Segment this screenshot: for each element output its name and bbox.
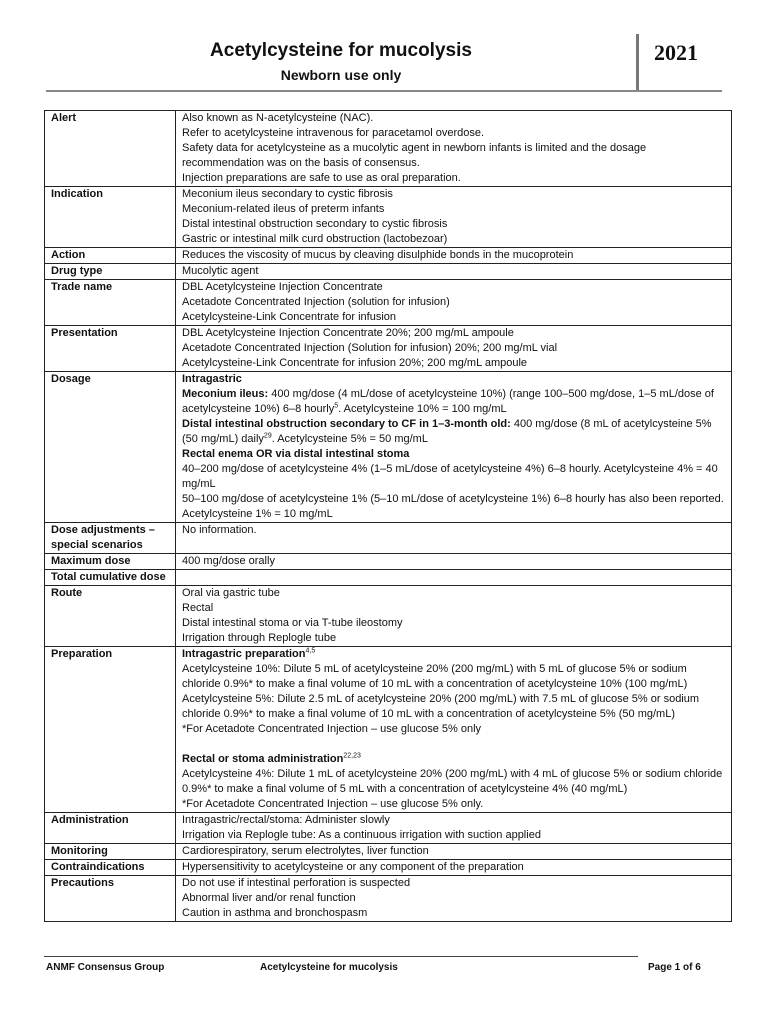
table-row-alert bbox=[45, 111, 732, 187]
trade-name-line: DBL Acetylcysteine Injection Concentrate bbox=[182, 281, 383, 293]
row-content bbox=[176, 876, 732, 922]
document-title: Acetylcysteine for mucolysis bbox=[210, 40, 472, 61]
drug-info-table bbox=[44, 110, 732, 922]
row-content: Hypersensitivity to acetylcysteine or any component of the preparation bbox=[176, 860, 732, 876]
precautions-line: Caution in asthma and bronchospasm bbox=[182, 907, 368, 919]
table-row-dose-adjustments bbox=[45, 523, 732, 554]
indication-line: Distal intestinal obstruction secondary to cystic fibrosis bbox=[182, 218, 448, 230]
table-row-trade-name bbox=[45, 280, 732, 326]
row-content bbox=[176, 813, 732, 844]
row-label: Maximum dose bbox=[45, 554, 176, 570]
preparation-line: Acetylcysteine 5%: Dilute 2.5 mL of acetylcysteine 20% (200 mg/mL) with 7.5 mL of glucose 5% or sodium chloride 0.9%* to make a final volume of 10 mL with a concentration of acetylcysteine 5% (50 mg/mL) bbox=[182, 693, 700, 720]
dosage-rectal-line: 40–200 mg/dose of acetylcysteine 4% (1–5 mL/dose of acetylcysteine 4%) 6–8 hourly. Acetylcysteine 4% = 40 mg/mL bbox=[182, 463, 718, 490]
row-content: No information. bbox=[176, 523, 732, 554]
dosage-distal-label: Distal intestinal obstruction secondary to CF in 1–3-month old: bbox=[182, 418, 511, 430]
row-label: Presentation bbox=[45, 326, 176, 372]
indication-line: Meconium ileus secondary to cystic fibrosis bbox=[182, 188, 393, 200]
row-content: Mucolytic agent bbox=[176, 264, 732, 280]
row-content: 400 mg/dose orally bbox=[176, 554, 732, 570]
row-content bbox=[176, 280, 732, 326]
row-content: Cardiorespiratory, serum electrolytes, liver function bbox=[176, 844, 732, 860]
dosage-meconium-tail: . Acetylcysteine 10% = 100 mg/mL bbox=[338, 403, 507, 415]
row-label: Total cumulative dose bbox=[45, 570, 176, 586]
row-content bbox=[176, 586, 732, 647]
row-label: Administration bbox=[45, 813, 176, 844]
administration-line: Intragastric/rectal/stoma: Administer slowly bbox=[182, 814, 390, 826]
row-label: Precautions bbox=[45, 876, 176, 922]
row-content bbox=[176, 326, 732, 372]
document-subtitle: Newborn use only bbox=[280, 67, 402, 83]
table-row-administration bbox=[45, 813, 732, 844]
table-row-monitoring bbox=[45, 844, 732, 860]
preparation-line: Acetylcysteine 10%: Dilute 5 mL of acetylcysteine 20% (200 mg/mL) with 5 mL of glucose 5% or sodium chloride 0.9%* to make a final volume of 10 mL with a concentration of acetylcysteine 10% (100 mg/mL) bbox=[182, 663, 688, 690]
table-row-presentation bbox=[45, 326, 732, 372]
preparation-heading-text: Intragastric preparation bbox=[182, 648, 306, 660]
precautions-line: Do not use if intestinal perforation is suspected bbox=[182, 877, 411, 889]
route-line: Rectal bbox=[182, 602, 214, 614]
row-content bbox=[176, 372, 732, 523]
alert-line: Safety data for acetylcysteine as a mucolytic agent in newborn infants is limited and the dosage recommendation was on the basis of consensus. bbox=[182, 142, 647, 169]
table-row-maximum-dose bbox=[45, 554, 732, 570]
row-label: Route bbox=[45, 586, 176, 647]
row-label: Preparation bbox=[45, 647, 176, 813]
reference-marker: 29 bbox=[263, 432, 272, 440]
row-label: Drug type bbox=[45, 264, 176, 280]
footer-page-number: Page 1 of 6 bbox=[648, 962, 701, 973]
dosage-meconium-label: Meconium ileus: bbox=[182, 388, 269, 400]
dosage-distal-tail: . Acetylcysteine 5% = 50 mg/mL bbox=[271, 433, 428, 445]
table-row-contraindications bbox=[45, 860, 732, 876]
header-divider-vertical bbox=[636, 34, 639, 92]
document-year: 2021 bbox=[654, 40, 698, 65]
header-divider-horizontal bbox=[46, 90, 722, 92]
row-label: Monitoring bbox=[45, 844, 176, 860]
dosage-meconium bbox=[182, 387, 725, 417]
dosage-intragastric-heading: Intragastric bbox=[182, 373, 242, 385]
presentation-line: Acetylcysteine-Link Concentrate for infusion 20%; 200 mg/mL ampoule bbox=[182, 357, 528, 369]
row-label: Alert bbox=[45, 111, 176, 187]
preparation-intragastric-heading bbox=[182, 647, 725, 662]
table-row-preparation bbox=[45, 647, 732, 813]
alert-line: Refer to acetylcysteine intravenous for paracetamol overdose. bbox=[182, 127, 485, 139]
indication-line: Gastric or intestinal milk curd obstruction (lactobezoar) bbox=[182, 233, 448, 245]
table-row-route bbox=[45, 586, 732, 647]
row-label: Dosage bbox=[45, 372, 176, 523]
preparation-line: Acetylcysteine 4%: Dilute 1 mL of acetylcysteine 20% (200 mg/mL) with 4 mL of glucose 5% or sodium chloride 0.9%* to make a final volume of 5 mL with a concentration of acetylcysteine 4% (40 mg/mL) bbox=[182, 768, 723, 795]
table-row-indication bbox=[45, 187, 732, 248]
indication-line: Meconium-related ileus of preterm infants bbox=[182, 203, 385, 215]
footer-organization: ANMF Consensus Group bbox=[46, 962, 165, 973]
reference-marker: 5 bbox=[334, 402, 339, 410]
dosage-rectal-line: 50–100 mg/dose of acetylcysteine 1% (5–10 mL/dose of acetylcysteine 1%) 6–8 hourly has also been reported. Acetylcysteine 1% = 10 mg/mL bbox=[182, 493, 724, 520]
route-line: Distal intestinal stoma or via T-tube ileostomy bbox=[182, 617, 403, 629]
row-label: Action bbox=[45, 248, 176, 264]
route-line: Irrigation through Replogle tube bbox=[182, 632, 337, 644]
preparation-rectal-heading bbox=[182, 752, 725, 767]
alert-line: Injection preparations are safe to use as oral preparation. bbox=[182, 172, 461, 184]
trade-name-line: Acetadote Concentrated Injection (solution for infusion) bbox=[182, 296, 450, 308]
administration-line: Irrigation via Replogle tube: As a continuous irrigation with suction applied bbox=[182, 829, 541, 841]
row-content bbox=[176, 111, 732, 187]
row-label: Indication bbox=[45, 187, 176, 248]
presentation-line: Acetadote Concentrated Injection (Solution for infusion) 20%; 200 mg/mL vial bbox=[182, 342, 558, 354]
dosage-meconium-text: 400 mg/dose (4 mL/dose of acetylcysteine 10%) (range 100–500 mg/dose, 1–5 mL/dose of acetylcysteine 10%) 6–8 hourly bbox=[182, 388, 714, 415]
table-row-drug-type bbox=[45, 264, 732, 280]
page-header bbox=[46, 30, 722, 92]
precautions-line: Abnormal liver and/or renal function bbox=[182, 892, 356, 904]
reference-marker: 22,23 bbox=[343, 752, 361, 760]
table-row-total-cumulative-dose bbox=[45, 570, 732, 586]
table-row-action bbox=[45, 248, 732, 264]
row-label: Contraindications bbox=[45, 860, 176, 876]
footer-document-title: Acetylcysteine for mucolysis bbox=[260, 962, 398, 973]
row-content: Reduces the viscosity of mucus by cleaving disulphide bonds in the mucoprotein bbox=[176, 248, 732, 264]
footer-divider bbox=[44, 956, 638, 957]
row-content bbox=[176, 570, 732, 586]
row-label: Trade name bbox=[45, 280, 176, 326]
route-line: Oral via gastric tube bbox=[182, 587, 280, 599]
reference-marker: 4,5 bbox=[305, 647, 316, 655]
preparation-heading-text: Rectal or stoma administration bbox=[182, 753, 344, 765]
trade-name-line: Acetylcysteine-Link Concentrate for infusion bbox=[182, 311, 396, 323]
row-label: Dose adjustments – special scenarios bbox=[45, 523, 176, 554]
alert-line: Also known as N-acetylcysteine (NAC). bbox=[182, 112, 374, 124]
dosage-distal-text: 400 mg/dose (8 mL of acetylcysteine 5% (50 mg/mL) daily bbox=[182, 418, 712, 445]
row-content bbox=[176, 647, 732, 813]
preparation-note: *For Acetadote Concentrated Injection – use glucose 5% only bbox=[182, 723, 482, 735]
preparation-note: *For Acetadote Concentrated Injection – use glucose 5% only. bbox=[182, 798, 484, 810]
table-row-precautions bbox=[45, 876, 732, 922]
blank-spacer bbox=[182, 737, 725, 752]
table-row-dosage bbox=[45, 372, 732, 523]
dosage-rectal-heading: Rectal enema OR via distal intestinal stoma bbox=[182, 448, 410, 460]
row-content bbox=[176, 187, 732, 248]
presentation-line: DBL Acetylcysteine Injection Concentrate 20%; 200 mg/mL ampoule bbox=[182, 327, 514, 339]
dosage-distal bbox=[182, 417, 725, 447]
